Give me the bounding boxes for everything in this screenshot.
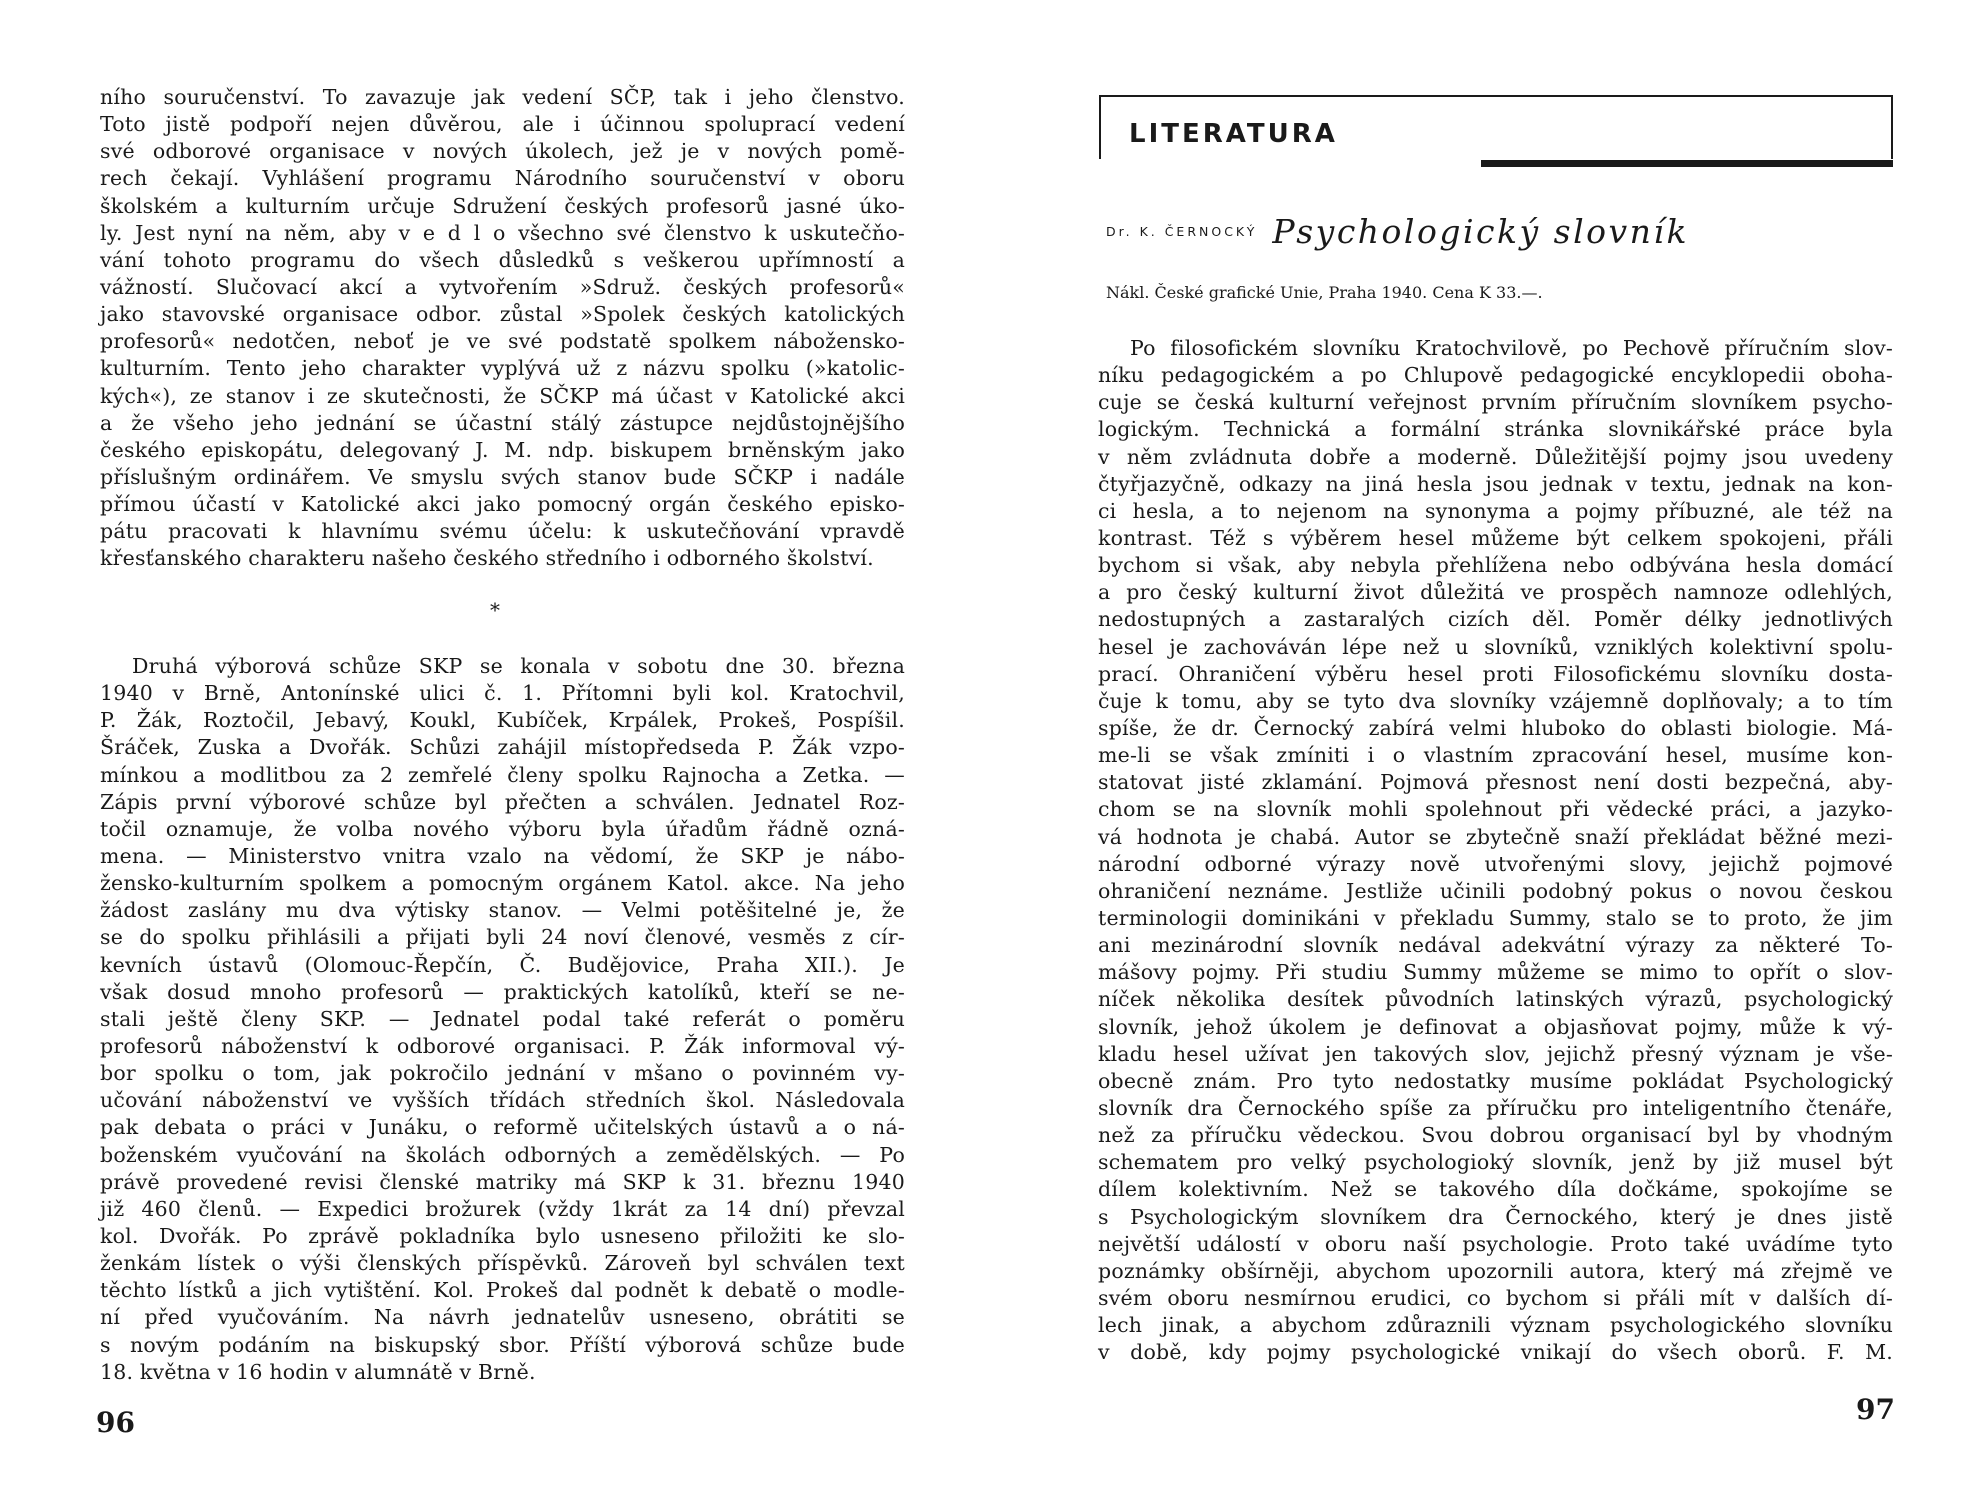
text-line: čtyřjazyčně, odkazy na jiná hesla jsou jednak v textu, jednak na kon- bbox=[1098, 471, 1893, 496]
text-line: pak debata o práci v Junáku, o reformě učitelských ústavů a o ná- bbox=[100, 1115, 905, 1140]
text-line: 18. května v 16 hodin v alumnátě v Brně. bbox=[100, 1359, 536, 1384]
text-line: kladu hesel užívat jen takových slov, jejichž přesný význam je vše- bbox=[1098, 1041, 1893, 1066]
text-line: v době, kdy pojmy psychologické vnikají do všech oborů. F. M. bbox=[1098, 1340, 1893, 1365]
text-line: chom se na slovník mohli spolehnout při vědecké práci, a jazyko- bbox=[1098, 797, 1893, 822]
text-line: ního souručenství. To zavazuje jak vedení SČP, tak i jeho členstvo. bbox=[100, 85, 905, 109]
text-line: pátu pracovati k hlavnímu svému účelu: k uskutečňování vpravdě bbox=[100, 519, 905, 544]
text-line: jako stavovské organisace odbor. zůstal »Spolek českých katolických bbox=[100, 302, 905, 327]
book-author: Dr. K. ČERNOCKÝ bbox=[1106, 224, 1258, 239]
text-line: ci hesla, a to nejenom na synonyma a pojmy příbuzné, ale též na bbox=[1098, 498, 1893, 523]
text-line: vá hodnota je chabá. Autor se zbytečně snaží překládat běžné mezi- bbox=[1098, 824, 1893, 849]
text-line: svém oboru nesmírnou erudici, co bychom si přáli mít v dalších dí- bbox=[1098, 1285, 1893, 1310]
section-header bbox=[1099, 95, 1893, 159]
book-title: Psychologický slovník bbox=[1272, 212, 1689, 251]
text-line: boženském vyučování na školách odborných a zemědělských. — Po bbox=[100, 1142, 905, 1167]
text-line: bor spolku o tom, jak pokročilo jednání v mšano o povinném vy- bbox=[100, 1061, 905, 1086]
text-line: logickým. Technická a formální stránka slovnikářské práce byla bbox=[1098, 417, 1893, 442]
text-line: stali ještě členy SKP. — Jednatel podal také referát o poměru bbox=[100, 1006, 905, 1031]
text-line: 1940 v Brně, Antonínské ulici č. 1. Přítomni byli kol. Kratochvil, bbox=[100, 681, 905, 706]
text-line: Zápis první výborové schůze byl přečten a schválen. Jednatel Roz- bbox=[100, 789, 905, 814]
left-paragraph-1 bbox=[100, 84, 905, 573]
text-line: kulturním. Tento jeho charakter vyplývá už z názvu spolku (»katolic- bbox=[100, 356, 905, 381]
text-line: národní odborné výrazy nově utvořenými slovy, jejichž pojmové bbox=[1098, 851, 1893, 876]
text-line: již 460 členů. — Expedici brožurek (vždy 1krát za 14 dní) převzal bbox=[100, 1196, 905, 1221]
text-line: učování náboženství ve vyšších třídách středních škol. Následovala bbox=[100, 1088, 905, 1113]
book-heading bbox=[1106, 212, 1689, 251]
text-line: slovník, jehož úkolem je definovat a objasňovat pojmy, může k vý- bbox=[1098, 1014, 1893, 1039]
text-line: kých«), ze stanov i ze skutečnosti, že SČKP má účast v Katolické akci bbox=[100, 383, 905, 408]
text-line: P. Žák, Roztočil, Jebavý, Koukl, Kubíček, Krpálek, Prokeš, Pospíšil. bbox=[100, 708, 905, 733]
text-line: však dosud mnoho profesorů — praktických katolíků, kteří se ne- bbox=[100, 979, 905, 1004]
text-line: nedostupných a zastaralých cizích děl. Poměr délky jednotlivých bbox=[1098, 607, 1893, 632]
text-line: s Psychologickým slovníkem dra Černockého, který je dnes jistě bbox=[1098, 1204, 1893, 1229]
text-line: Druhá výborová schůze SKP se konala v sobotu dne 30. března bbox=[132, 654, 905, 678]
text-line: me-li se však zmíniti i o vlastním zpracování hesel, musíme kon- bbox=[1098, 743, 1893, 768]
left-paragraph-2 bbox=[100, 653, 905, 1386]
page-number-right: 97 bbox=[1856, 1393, 1895, 1426]
text-line: Toto jistě podpoří nejen důvěrou, ale i účinnou spoluprací vedení bbox=[100, 112, 905, 137]
text-line: mena. — Ministerstvo vnitra vzalo na vědomí, že SKP je nábo- bbox=[100, 843, 905, 868]
text-line: profesorů náboženství k odborové organisaci. P. Žák informoval vý- bbox=[100, 1033, 905, 1058]
text-line: rech čekají. Vyhlášení programu Národního souručenství v oboru bbox=[100, 166, 905, 191]
text-line: křesťanského charakteru našeho českého středního i odborného školství. bbox=[100, 546, 874, 571]
text-line: těchto lístků a jich vytištění. Kol. Prokeš dal podnět k debatě o modle- bbox=[100, 1278, 905, 1303]
text-line: obecně znám. Pro tyto nedostatky musíme pokládat Psychologický bbox=[1098, 1068, 1893, 1093]
text-line: statovat jisté zklamání. Pojmová přesnost není dosti bezpečná, aby- bbox=[1098, 770, 1893, 795]
text-line: mášovy pojmy. Při studiu Summy můžeme se mimo to opřít o slov- bbox=[1098, 960, 1893, 985]
text-line: Šráček, Zuska a Dvořák. Schůzi zahájil místopředseda P. Žák vzpo- bbox=[100, 735, 905, 760]
text-line: než za příručku vědeckou. Svou dobrou organisací byl by vhodným bbox=[1098, 1123, 1893, 1148]
text-line: čuje k tomu, aby se tyto dva slovníky vzájemně doplňovaly; a to tím bbox=[1098, 688, 1893, 713]
text-line: vážností. Slučovací akcí a vytvořením »Sdruž. českých profesorů« bbox=[100, 274, 905, 299]
text-line: ní před vyučováním. Na návrh jednatelův usneseno, obrátiti se bbox=[100, 1305, 905, 1330]
text-line: ohraničení neznáme. Jestliže učinili podobný pokus o novou českou bbox=[1098, 878, 1893, 903]
text-line: bychom si však, aby nebyla přehlížena nebo odbývána hesla domácí bbox=[1098, 553, 1893, 578]
text-line: ani mezinárodní slovník nedával adekvátní výrazy za některé To- bbox=[1098, 933, 1893, 958]
text-line: největší událostí v oboru naší psychologie. Proto také uvádíme tyto bbox=[1098, 1231, 1893, 1256]
book-review bbox=[1098, 335, 1893, 1366]
text-line: své odborové organisace v nových úkolech, jež je v nových pomě- bbox=[100, 139, 905, 164]
text-line: žensko-kulturním spolkem a pomocným orgánem Katol. akce. Na jeho bbox=[100, 871, 905, 896]
text-line: Po filosofickém slovníku Kratochvilově, po Pechově příručním slov- bbox=[1130, 336, 1893, 360]
text-line: níček několika desítek původních latinských výrazů, psychologický bbox=[1098, 987, 1893, 1012]
text-line: slovník dra Černockého spíše za příručku pro inteligentního čtenáře, bbox=[1098, 1095, 1893, 1120]
text-line: právě provedené revisi členské matriky má SKP k 31. březnu 1940 bbox=[100, 1169, 905, 1194]
header-rule bbox=[1481, 160, 1893, 167]
text-line: dílem kolektivním. Než se takového díla dočkáme, spokojíme se bbox=[1098, 1177, 1893, 1202]
section-title: LITERATURA bbox=[1129, 119, 1338, 149]
text-line: mínkou a modlitbou za 2 zemřelé členy spolku Rajnocha a Zetka. — bbox=[100, 762, 905, 787]
text-line: školském a kulturním určuje Sdružení českých profesorů jasné úko- bbox=[100, 193, 905, 218]
text-line: kevních ústavů (Olomouc-Řepčín, Č. Budějovice, Praha XII.). Je bbox=[100, 952, 905, 977]
text-line: a že všeho jeho jednání se účastní stálý zástupce nejdůstojnějšího bbox=[100, 410, 905, 435]
text-line: kontrast. Též s výběrem hesel můžeme být celkem spokojeni, přáli bbox=[1098, 525, 1893, 550]
text-line: prací. Ohraničení výběru hesel proti Filosofickému slovníku dosta- bbox=[1098, 661, 1893, 686]
text-line: s novým podáním na biskupský sbor. Příští výborová schůze bude bbox=[100, 1332, 905, 1357]
text-line: spíše, že dr. Černocký zabírá velmi hluboko do oblasti biologie. Má- bbox=[1098, 715, 1893, 740]
text-line: schematem pro velký psychologioký slovník, jenž by již musel být bbox=[1098, 1150, 1893, 1175]
publisher-info: Nákl. České grafické Unie, Praha 1940. Cena K 33.—. bbox=[1106, 283, 1543, 302]
text-line: hesel je zachováván lépe než u slovníků, vzniklých kolektivní spolu- bbox=[1098, 634, 1893, 659]
text-line: se do spolku přihlásili a přijati byli 24 noví členové, vesměs z cír- bbox=[100, 925, 905, 950]
text-line: kol. Dvořák. Po zprávě pokladníka bylo usneseno přiložiti ke slo- bbox=[100, 1223, 905, 1248]
text-line: točil oznamuje, že volba nového výboru byla úřadům řádně ozná- bbox=[100, 816, 905, 841]
text-line: lech jinak, a abychom zdůraznili význam psychologického slovníku bbox=[1098, 1313, 1893, 1338]
text-line: v něm zvládnuta dobře a moderně. Důležitější pojmy jsou uvedeny bbox=[1098, 444, 1893, 469]
text-line: ženkám lístek o výši členských příspěvků. Zároveň byl schválen text bbox=[100, 1251, 905, 1276]
text-line: níku pedagogickém a po Chlupově pedagogické encyklopedii oboha- bbox=[1098, 363, 1893, 388]
text-line: přímou účastí v Katolické akci jako pomocný orgán českého episko- bbox=[100, 492, 905, 517]
text-line: ly. Jest nyní na něm, aby v e d l o všechno své členstvo k uskutečňo- bbox=[100, 220, 905, 245]
text-line: žádost zaslány mu dva výtisky stanov. — Velmi potěšitelné je, že bbox=[100, 898, 905, 923]
section-separator: * bbox=[490, 598, 500, 622]
text-line: cuje se česká kulturní veřejnost prvním příručním slovníkem psycho- bbox=[1098, 390, 1893, 415]
text-line: profesorů« nedotčen, neboť je ve své podstatě spolkem nábožensko- bbox=[100, 329, 905, 354]
text-line: příslušným ordinářem. Ve smyslu svých stanov bude SČKP i nadále bbox=[100, 464, 905, 489]
text-line: poznámky obšírněji, abychom upozornili autora, který má zřejmě ve bbox=[1098, 1258, 1893, 1283]
text-line: a pro český kulturní život důležitá ve prospěch namnoze odlehlých, bbox=[1098, 580, 1893, 605]
page-number-left: 96 bbox=[96, 1406, 135, 1439]
text-line: českého episkopátu, delegovaný J. M. ndp. biskupem brněnským jako bbox=[100, 437, 905, 462]
text-line: vání tohoto programu do všech důsledků s veškerou upřímností a bbox=[100, 247, 905, 272]
text-line: terminologii dominikáni v překladu Summy, stalo se to proto, že jim bbox=[1098, 905, 1893, 930]
